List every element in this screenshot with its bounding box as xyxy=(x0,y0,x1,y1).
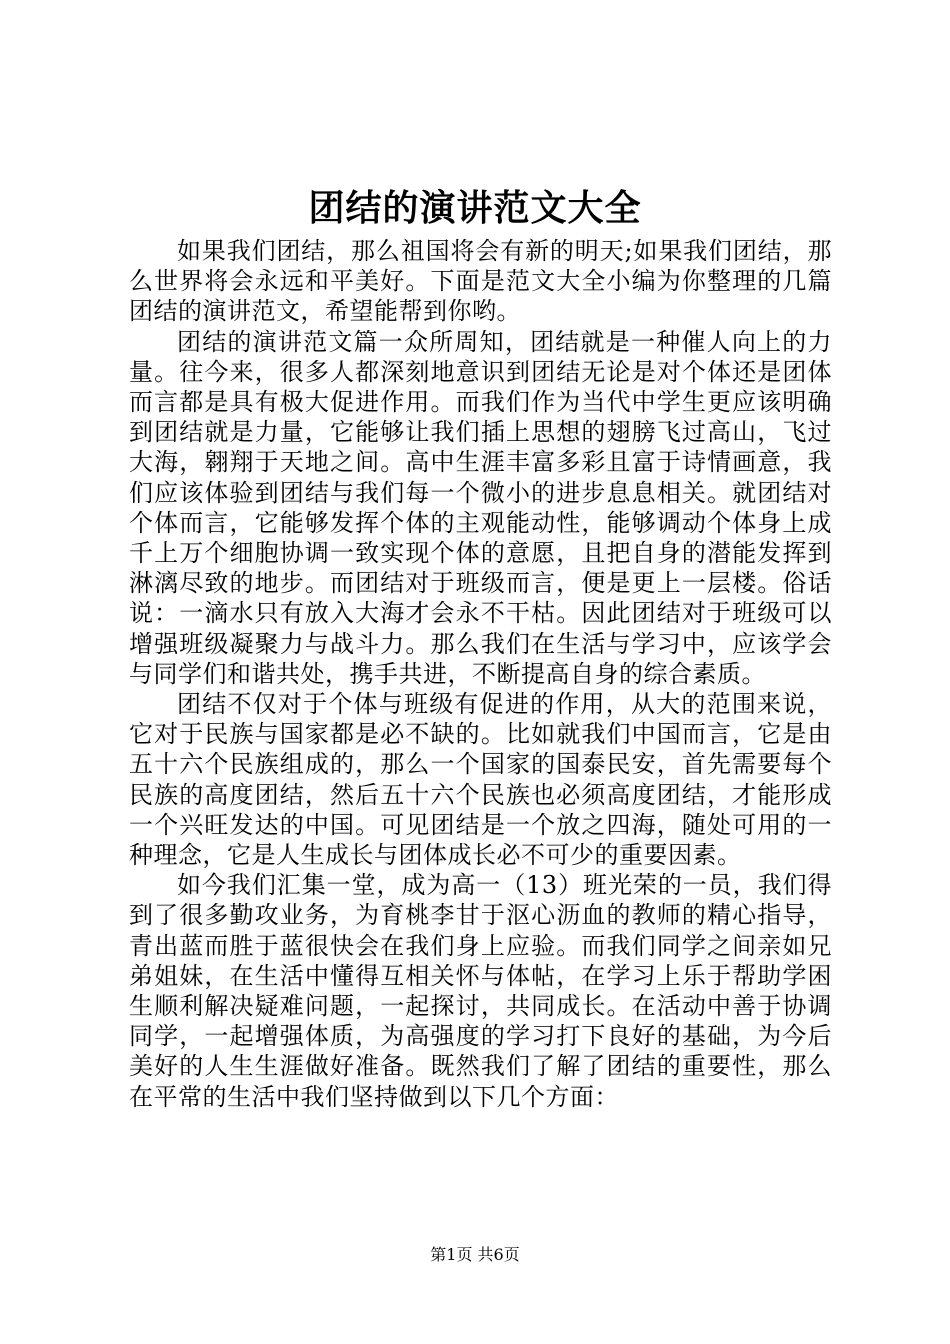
document-title: 团结的演讲范文大全 xyxy=(308,187,642,229)
page-footer: 第1页 共6页 xyxy=(430,1245,520,1264)
document-body xyxy=(129,236,832,1112)
paragraph-two: 团结不仅对于个体与班级有促进的作用，从大的范围来说，它对于民族与国家都是必不缺的。比如就我们中国而言，它是由五十六个民族组成的，那么一个国家的国泰民安，首先需要每个民族的高度团结，然后五十六个民族也必须高度团结，才能形成一个兴旺发达的中国。可见团结是一个放之四海，随处可用的一种理念，它是人生成长与团体成长必不可少的重要因素。 xyxy=(129,690,832,870)
paragraph-intro: 如果我们团结，那么祖国将会有新的明天;如果我们团结，那么世界将会永远和平美好。下面是范文大全小编为你整理的几篇团结的演讲范文，希望能帮到你哟。 xyxy=(129,237,832,326)
paragraph-one: 团结的演讲范文篇一众所周知，团结就是一种催人向上的力量。往今来，很多人都深刻地意识到团结无论是对个体还是团体而言都是具有极大促进作用。而我们作为当代中学生更应该明确到团结就是力量，它能够让我们插上思想的翅膀飞过高山，飞过大海，翱翔于天地之间。高中生涯丰富多彩且富于诗情画意，我们应该体验到团结与我们每一个微小的进步息息相关。就团结对个体而言，它能够发挥个体的主观能动性，能够调动个体身上成千上万个细胞协调一致实现个体的意愿，且把自身的潜能发挥到淋漓尽致的地步。而团结对于班级而言，便是更上一层楼。俗话说：一滴水只有放入大海才会永不干枯。因此团结对于班级可以增强班级凝聚力与战斗力。那么我们在生活与学习中，应该学会与同学们和谐共处，携手共进，不断提高自身的综合素质。 xyxy=(129,327,832,688)
paragraph-three: 如今我们汇集一堂，成为高一（13）班光荣的一员，我们得到了很多勤攻业务，为育桃李甘于沤心沥血的教师的精心指导，青出蓝而胜于蓝很快会在我们身上应验。而我们同学之间亲如兄弟姐妹，在生活中懂得互相关怀与体帖，在学习上乐于帮助学困生顺利解决疑难问题，一起探讨，共同成长。在活动中善于协调同学，一起增强体质，为高强度的学习打下良好的基础，为今后美好的人生生涯做好准备。既然我们了解了团结的重要性，那么在平常的生活中我们坚持做到以下几个方面： xyxy=(129,871,832,1111)
